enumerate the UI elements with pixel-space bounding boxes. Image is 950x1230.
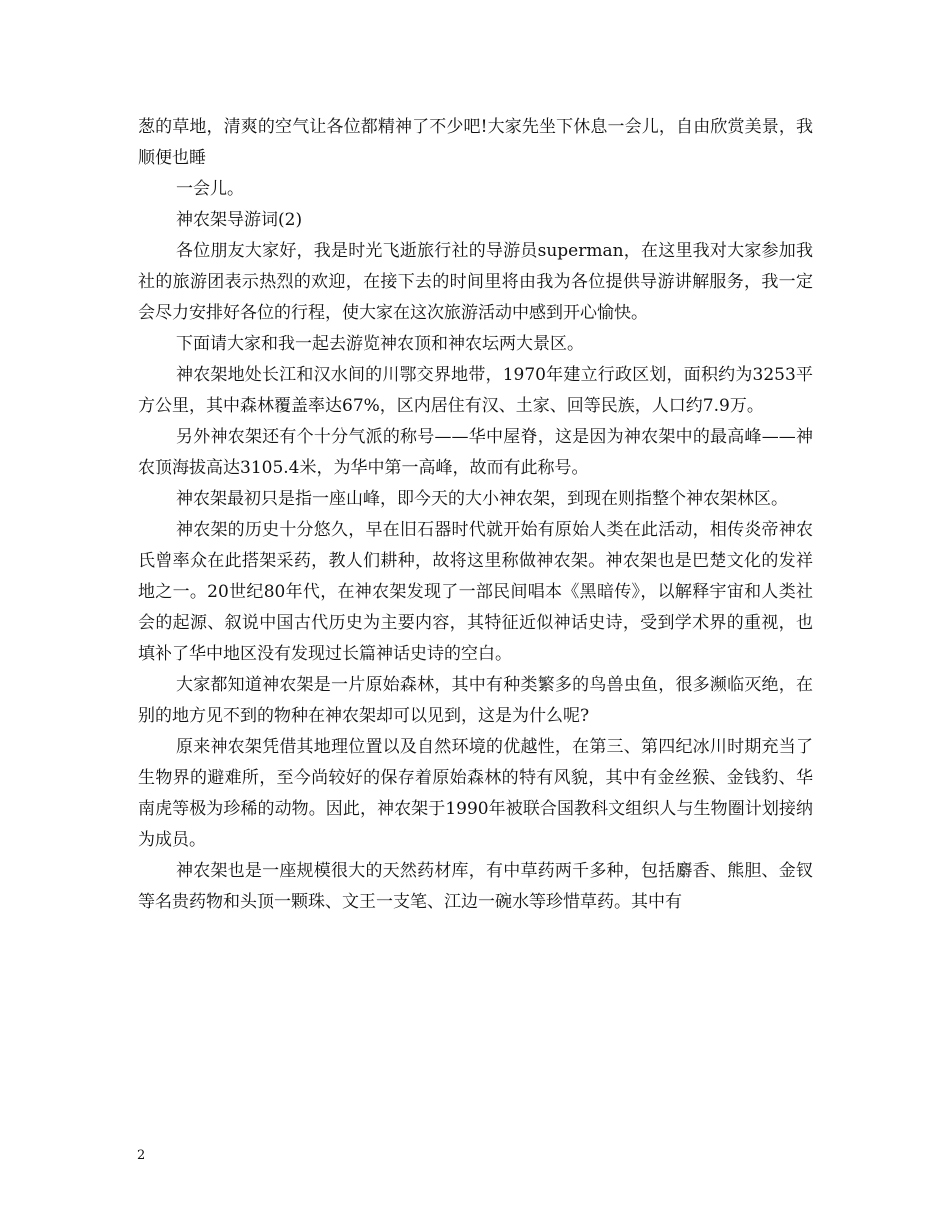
page-number: 2 (137, 1148, 146, 1163)
paragraph-continuation-end: 一会儿。 (176, 179, 244, 199)
section-heading: 神农架导游词(2) (176, 210, 303, 230)
paragraph-continuation: 葱的草地，清爽的空气让各位都精神了不少吧!大家先坐下休息一会儿，自由欣赏美景，我顺便也睡 (138, 117, 813, 168)
paragraph: 神农架地处长江和汉水间的川鄂交界地带，1970年建立行政区划，面积约为3253平方公里，其中森林覆盖率达67%，区内居住有汉、土家、回等民族，人口约7.9万。 (138, 365, 813, 416)
paragraph: 大家都知道神农架是一片原始森林，其中有种类繁多的鸟兽虫鱼，很多濒临灭绝，在别的地方见不到的物种在神农架却可以见到，这是为什么呢? (138, 675, 813, 726)
paragraph: 神农架最初只是指一座山峰，即今天的大小神农架，到现在则指整个神农架林区。 (176, 489, 788, 509)
paragraph: 另外神农架还有个十分气派的称号——华中屋脊，这是因为神农架中的最高峰——神农顶海拔高达3105.4米，为华中第一高峰，故而有此称号。 (138, 427, 813, 478)
document-body (138, 112, 813, 918)
paragraph: 各位朋友大家好，我是时光飞逝旅行社的导游员superman，在这里我对大家参加我社的旅游团表示热烈的欢迎，在接下去的时间里将由我为各位提供导游讲解服务，我一定会尽力安排好各位的行程，使大家在这次旅游活动中感到开心愉快。 (138, 241, 813, 323)
paragraph: 神农架的历史十分悠久，早在旧石器时代就开始有原始人类在此活动，相传炎帝神农氏曾率众在此搭架采药，教人们耕种，故将这里称做神农架。神农架也是巴楚文化的发祥地之一。20世纪80年代，在神农架发现了一部民间唱本《黑暗传》，以解释宇宙和人类社会的起源、叙说中国古代历史为主要内容，其特征近似神话史诗，受到学术界的重视，也填补了华中地区没有发现过长篇神话史诗的空白。 (138, 520, 813, 664)
paragraph: 神农架也是一座规模很大的天然药材库，有中草药两千多种，包括麝香、熊胆、金钗等名贵药物和头顶一颗珠、文王一支笔、江边一碗水等珍惜草药。其中有 (138, 861, 813, 912)
paragraph: 下面请大家和我一起去游览神农顶和神农坛两大景区。 (176, 334, 584, 354)
paragraph: 原来神农架凭借其地理位置以及自然环境的优越性，在第三、第四纪冰川时期充当了生物界的避难所，至今尚较好的保存着原始森林的特有风貌，其中有金丝猴、金钱豹、华南虎等极为珍稀的动物。因此，神农架于1990年被联合国教科文组织人与生物圈计划接纳为成员。 (138, 737, 813, 850)
